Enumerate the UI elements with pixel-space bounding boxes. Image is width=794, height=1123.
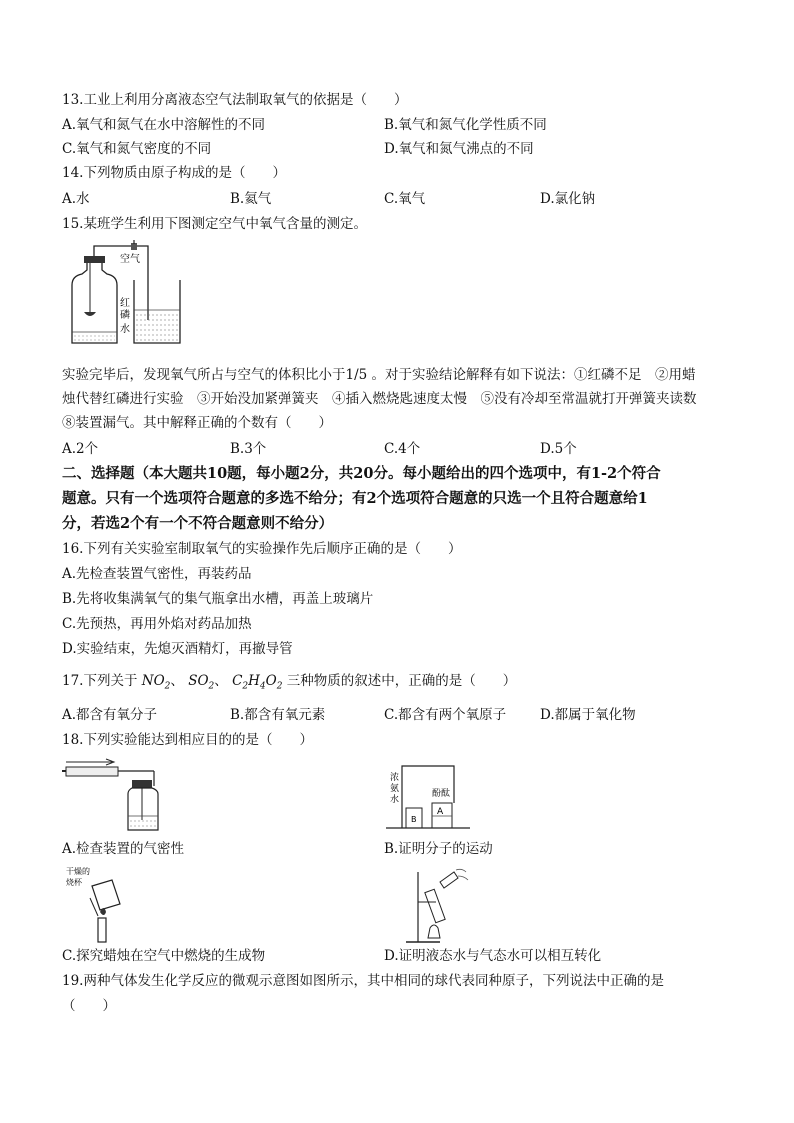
- q17-stem-post: 三种物质的叙述中，正确的是（ ）: [286, 673, 517, 689]
- q18-option-b: B.证明分子的运动: [384, 841, 493, 857]
- q13-option-a: A.氧气和氮气在水中溶解性的不同: [62, 117, 266, 133]
- label-water: 水: [390, 795, 400, 805]
- q18-stem: 18.下列实验能达到相应目的的是（ ）: [62, 732, 313, 748]
- label-dry: 干燥的: [66, 867, 90, 876]
- q16-option-c: C.先预热，再用外焰对药品加热: [62, 616, 252, 632]
- q18-figure-a-syringe: [62, 758, 182, 834]
- q15-stem: 15.某班学生利用下图测定空气中氧气含量的测定。: [62, 216, 367, 232]
- q19-stem: 19.两种气体发生化学反应的微观示意图如图所示，其中相同的球代表同种原子，下列说法中正确的是: [62, 973, 664, 989]
- formula-c2h4o2: $C_2H_4O_2$: [232, 673, 283, 692]
- q13-option-b: B.氧气和氮气化学性质不同: [384, 117, 547, 133]
- label-air: 空气: [120, 254, 140, 265]
- q14-option-b: B.氦气: [230, 191, 272, 207]
- label-red: 红: [120, 298, 130, 309]
- q15-option-d: D.5个: [540, 441, 577, 457]
- q18-figure-d-evaporation: [400, 866, 470, 944]
- q16-option-a: A.先检查装置气密性，再装药品: [62, 566, 252, 582]
- q14-option-d: D.氯化钠: [540, 191, 596, 207]
- label-water: 水: [120, 324, 130, 335]
- q14-stem: 14.下列物质由原子构成的是（ ）: [62, 165, 286, 181]
- q18-option-d: D.证明液态水与气态水可以相互转化: [384, 948, 602, 964]
- section2-heading-line-2: 题意。只有一个选项符合题意的多选不给分；有2个选项符合题意的只选一个且符合题意给1: [62, 490, 648, 507]
- q17-option-c: C.都含有两个氧原子: [384, 707, 507, 723]
- label-beaker: 烧杯: [66, 878, 82, 887]
- section2-heading-line-1: 二、选择题（本大题共10题，每小题2分，共20分。每小题给出的四个选项中，有1-2个符合: [62, 465, 661, 482]
- q15-option-b: B.3个: [230, 441, 267, 457]
- q16-option-d: D.实验结束，先熄灭酒精灯，再撤导管: [62, 641, 293, 657]
- q15-apparatus-figure: [62, 240, 184, 350]
- q14-option-c: C.氧气: [384, 191, 426, 207]
- q16-stem: 16.下列有关实验室制取氧气的实验操作先后顺序正确的是（ ）: [62, 541, 462, 557]
- q17-stem: 17.下列关于 $NO_2$、 $SO_2$、 $C_2H_4O_2$ 三种物质的叙述中，正确的是（ ）: [62, 673, 517, 692]
- label-beaker-a: A: [437, 807, 444, 817]
- q15-text-line-1: 实验完毕后，发现氧气所占与空气的体积比小于1/5 。对于实验结论解释有如下说法：①红磷不足 ②用蜡: [62, 367, 696, 383]
- q17-stem-pre: 17.下列关于: [62, 673, 138, 689]
- q15-option-a: A.2个: [62, 441, 99, 457]
- q17-option-b: B.都含有氧元素: [230, 707, 326, 723]
- q17-option-a: A.都含有氧分子: [62, 707, 158, 723]
- label-beaker-b: B: [411, 815, 417, 824]
- q18-figure-c-candle: [62, 864, 132, 944]
- q18-figure-b-molecule-motion: [384, 758, 474, 834]
- q13-option-d: D.氧气和氮气沸点的不同: [384, 141, 534, 157]
- q16-option-b: B.先将收集满氧气的集气瓶拿出水槽，再盖上玻璃片: [62, 591, 374, 607]
- q15-text-line-3: ⑧装置漏气。其中解释正确的个数有（ ）: [62, 415, 332, 431]
- formula-so2: $SO_2$: [188, 673, 215, 692]
- q17-option-d: D.都属于氧化物: [540, 707, 636, 723]
- q15-text-line-2: 烛代替红磷进行实验 ③开始没加紧弹簧夹 ④插入燃烧匙速度太慢 ⑤没有冷却至常温就打开弹簧夹读数: [62, 391, 697, 407]
- q18-option-a: A.检查装置的气密性: [62, 841, 185, 857]
- label-phosphorus: 磷: [120, 310, 130, 321]
- q13-option-c: C.氧气和氮气密度的不同: [62, 141, 212, 157]
- label-conc: 浓: [390, 773, 400, 783]
- q14-option-a: A.水: [62, 191, 90, 207]
- q13-stem: 13.工业上利用分离液态空气法制取氧气的依据是（ ）: [62, 92, 408, 108]
- q15-option-c: C.4个: [384, 441, 421, 457]
- section2-heading-line-3: 分，若选2个有一个不符合题意则不给分）: [62, 515, 334, 532]
- formula-no2: $NO_2$: [141, 673, 171, 692]
- label-ammonia: 氨: [390, 784, 400, 794]
- q18-option-c: C.探究蜡烛在空气中燃烧的生成物: [62, 948, 266, 964]
- label-phenolphthalein: 酚酞: [432, 789, 451, 799]
- q19-stem-line-2: （ ）: [62, 998, 116, 1014]
